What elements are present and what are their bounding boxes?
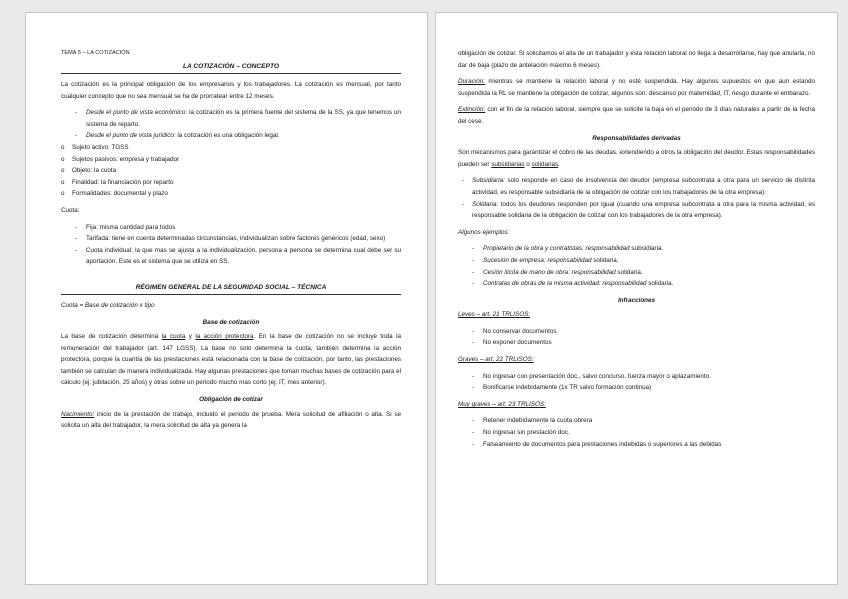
muy-graves-list: [458, 415, 815, 450]
list-item: - No ingresar sin prestación doc.: [458, 427, 815, 439]
list-item: - Desde el punto de vista jurídico: la cotización es una obligación legal.: [61, 130, 401, 142]
list-item: - Desde el punto de vista económico: la cotización es la primera fuente del sistema de la SS, ya que tenemos un sistema de reparto.: [61, 107, 401, 130]
graves-list: [458, 371, 815, 394]
page-content: [458, 48, 815, 450]
elements-list: [61, 142, 401, 200]
list-item: - No ingresar con presentación doc., salvo concurso, fuerza mayor o aplazamiento.: [458, 371, 815, 383]
list-item: - Tarifada: tiene en cuenta determinadas circunstancias, individualizan sobre factores genéricos (edad, sexo): [61, 233, 401, 245]
nacimiento-paragraph: Nacimiento: inicio de la prestación de trabajo, incluido el periodo de prueba. Mera solicitud de afiliación o alta. Si se solicita un alta del trabajador, la mera solicitud de alta ya genera la: [61, 410, 401, 430]
list-item: - Cuota individual: la que mas se ajusta a la individualización, persona a persona se determina cual debe ser su aportación. Este es el sistema que se utiliza en SS.: [61, 245, 401, 268]
ejemplos-list: [458, 243, 815, 289]
list-item: - No conservar documentos: [458, 326, 815, 338]
duracion-paragraph: Duración: mientras se mantiene la relación laboral y no esté suspendida. Hay algunos supuestos en que aun estando suspendida la RL se mantiene la obligación de cotizar, algunos son: descanso por maternidad, IT, riesgo durante el embarazo.: [458, 78, 815, 97]
muy-graves-heading: Muy graves – art. 23 TRLISOS:: [458, 400, 546, 408]
list-item: o Formalidades: documental y plazo: [61, 188, 401, 200]
list-item: - Bonificarse indebidamente (1x TR salvo formación continua): [458, 382, 815, 394]
section-title-regimen: RÉGIMEN GENERAL DE LA SEGURIDAD SOCIAL – TÉCNICA: [61, 282, 401, 295]
list-item: o Objeto: la cuota: [61, 165, 401, 177]
list-item: - Contratas de obras de la misma actividad: responsabilidad solidaria.: [458, 278, 815, 290]
list-item: - Fija: misma cantidad para todos: [61, 222, 401, 234]
topic-heading: TEMA 5 – LA COTIZACIÓN: [61, 50, 130, 56]
list-item: - Subsidiaria: solo responde en caso de insolvencia del deudor (empresa subcontrata a otra para un servicio de distinta actividad, es responsable subsidiaria de la obligación de cotizar con los trabajadores de la otra empresa).: [458, 175, 815, 198]
extincion-paragraph: Extinción: con el fin de la relación laboral, siempre que se solicite la baja en el periodo de 3 días naturales a partir de la fecha del cese.: [458, 106, 815, 125]
list-item: - Sucesión de empresa: responsabilidad solidaria.: [458, 255, 815, 267]
list-item: - Falseamiento de documentos para prestaciones indebidas o superiores a las debidas: [458, 439, 815, 451]
list-item: - Retener indebidamente la cuota obrera: [458, 415, 815, 427]
subtitle-responsabilidades: Responsabilidades derivadas: [592, 134, 681, 142]
page-content: [61, 49, 401, 432]
graves-heading: Graves – art. 22 TRLISOS:: [458, 356, 534, 364]
formula: Cuota = Base de cotización x tipo: [61, 301, 155, 309]
list-item: o Sujetos pasivos: empresa y trabajador: [61, 154, 401, 166]
subtitle-obligacion: Obligación de cotizar: [199, 396, 263, 404]
subtitle-infracciones: Infracciones: [617, 296, 656, 304]
leves-list: [458, 326, 815, 349]
leves-heading: Leves – art. 21 TRLISOS:: [458, 311, 531, 319]
continuation-paragraph: obligación de cotizar. Si solicitamos el alta de un trabajador y esta relación laboral no llega a desarrollarse, hay que anularla, no dar de baja (plazo de antelación máximo 6 meses).: [458, 50, 815, 69]
list-item: - Propietario de la obra y contratistas: responsabilidad subsidiaria.: [458, 243, 815, 255]
cuota-list: [61, 222, 401, 268]
cuota-label: Cuota:: [61, 206, 80, 214]
intro-paragraph: La cotización es la principal obligación de los empresarios y los trabajadores. La cotización es mensual, por tanto cualquier concepto que no sea mensual se ha de prorratear entre 12 meses.: [61, 81, 401, 100]
list-item: - No exponer documentos: [458, 337, 815, 349]
section-title-concepto: LA COTIZACIÓN – CONCEPTO: [61, 61, 401, 74]
list-item: o Sujeto activo: TGSS: [61, 142, 401, 154]
ejemplos-label: Algunos ejemplos:: [458, 228, 510, 236]
list-item: o Finalidad: la financiación por reparto: [61, 177, 401, 189]
list-item: - Solidaria: todos los deudores responden por igual (cuando una empresa subcontrata a otra para la misma actividad, es responsable solidaria de la obligación de cotizar con los trabajadores de la otra empresa).: [458, 199, 815, 222]
responsabilidades-paragraph: Son mecanismos para garantizar el cobro de las deudas, extendiendo a otros la obligación del deudor. Estas responsabilidades pueden ser subsidiarias o solidarias.: [458, 149, 815, 168]
document-page-left: [25, 12, 428, 585]
subtitle-base: Base de cotización: [202, 318, 260, 326]
base-paragraph: La base de cotización determina la cuota y la acción protectora. En la base de cotización no se incluye toda la remuneración del trabajador (art. 147 LGSS). La base no solo determina la cuota, también determina la acción protectora, porque la cuantía de las prestaciones está relacionada con la base de cotización, por tanto, las prestaciones también se calculan de manera individualizada. Hay algunas prestaciones que toman muchas bases de cotización para el cálculo (ej: jubilación, 25 años) y otras sobre un periodo mucho mas corto (ej: IT, mes anterior).: [61, 333, 401, 387]
responsabilidades-list: [458, 175, 815, 221]
document-page-right: [435, 12, 838, 585]
list-item: - Cesión ilícita de mano de obra: responsabilidad solidaria.: [458, 267, 815, 279]
views-list: [61, 107, 401, 142]
